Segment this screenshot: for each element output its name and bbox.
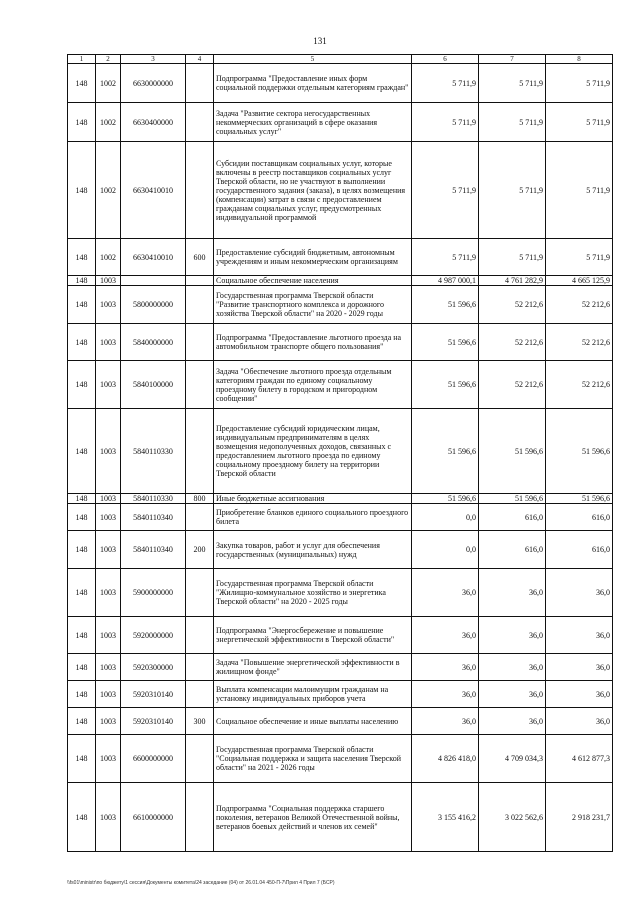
gr-code-cell: 148 [68,708,96,735]
section-code-cell: 1003 [96,654,121,681]
description-cell: Приобретение бланков единого социального проездного билета [214,504,412,531]
section-code-cell: 1003 [96,276,121,286]
description-cell: Государственная программа Тверской области "Жилищно-коммунальное хозяйство и энергетика Тверской области" на 2020 - 2025 годы [214,569,412,617]
target-article-code-cell: 5920310140 [121,708,186,735]
amount-2025-cell: 36,0 [479,654,546,681]
table-row [68,504,613,531]
section-code-cell: 1003 [96,409,121,494]
gr-code-cell: 148 [68,569,96,617]
expense-type-code-cell [186,361,214,409]
expense-type-code-cell [186,735,214,783]
description-cell: Социальное обеспечение и иные выплаты населению [214,708,412,735]
expense-type-code-cell [186,681,214,708]
amount-2025-cell: 52 212,6 [479,286,546,324]
gr-code-cell: 148 [68,735,96,783]
amount-2025-cell: 36,0 [479,569,546,617]
amount-2024-cell: 51 596,6 [412,409,479,494]
amount-2025-cell: 5 711,9 [479,239,546,276]
footer-file-path: \\fs01\ministr\по бюджету\1 сессия\Документы комитета\24 заседание (04) от 26.01.04 450-П-7\Прил 4 Прил 7 (БСР) [67,880,335,886]
page-number: 131 [313,36,327,46]
amount-2025-cell: 36,0 [479,617,546,654]
target-article-code-cell: 6630000000 [121,64,186,103]
amount-2024-cell: 51 596,6 [412,286,479,324]
amount-2024-cell: 36,0 [412,708,479,735]
expense-type-code-cell [186,64,214,103]
section-code-cell: 1002 [96,103,121,142]
amount-2026-cell: 52 212,6 [546,286,613,324]
expense-type-code-cell [186,142,214,239]
amount-2025-cell: 5 711,9 [479,142,546,239]
table-row [68,708,613,735]
amount-2024-cell: 36,0 [412,654,479,681]
description-cell: Закупка товаров, работ и услуг для обеспечения государственных (муниципальных) нужд [214,531,412,569]
gr-code-cell: 148 [68,494,96,504]
gr-code-cell: 148 [68,654,96,681]
amount-2025-cell: 5 711,9 [479,64,546,103]
description-cell: Задача "Повышение энергетической эффективности в жилищном фонде" [214,654,412,681]
target-article-code-cell [121,276,186,286]
gr-code-cell: 148 [68,361,96,409]
target-article-code-cell: 6630400000 [121,103,186,142]
expense-type-code-cell: 200 [186,531,214,569]
amount-2025-cell: 36,0 [479,681,546,708]
amount-2024-cell: 5 711,9 [412,142,479,239]
amount-2026-cell: 4 612 877,3 [546,735,613,783]
amount-2025-cell: 616,0 [479,504,546,531]
table-row [68,783,613,852]
column-number-header [68,55,613,64]
expense-type-code-cell: 800 [186,494,214,504]
description-cell: Социальное обеспечение населения [214,276,412,286]
target-article-code-cell: 5840000000 [121,324,186,361]
expense-type-code-cell [186,103,214,142]
gr-code-cell: 148 [68,531,96,569]
expense-type-code-cell [186,617,214,654]
target-article-code-cell: 6610000000 [121,783,186,852]
description-cell: Подпрограмма "Социальная поддержка старшего поколения, ветеранов Великой Отечественной войны, ветеранов боевых действий и членов их семей" [214,783,412,852]
table-row [68,64,613,103]
section-code-cell: 1003 [96,361,121,409]
amount-2024-cell: 36,0 [412,617,479,654]
amount-2024-cell: 4 987 000,1 [412,276,479,286]
target-article-code-cell: 5900000000 [121,569,186,617]
amount-2025-cell: 5 711,9 [479,103,546,142]
amount-2025-cell: 51 596,6 [479,409,546,494]
amount-2025-cell: 52 212,6 [479,324,546,361]
description-cell: Подпрограмма "Энергосбережение и повышение энергетической эффективности в Тверской области" [214,617,412,654]
amount-2024-cell: 4 826 418,0 [412,735,479,783]
amount-2026-cell: 36,0 [546,569,613,617]
gr-code-cell: 148 [68,409,96,494]
target-article-code-cell: 5840110340 [121,504,186,531]
gr-code-cell: 148 [68,286,96,324]
amount-2025-cell: 52 212,6 [479,361,546,409]
target-article-code-cell: 6630410010 [121,142,186,239]
description-cell: Задача "Развитие сектора негосударственных некоммерческих организаций в сфере оказания социальных услуг" [214,103,412,142]
amount-2026-cell: 4 665 125,9 [546,276,613,286]
description-cell: Субсидии поставщикам социальных услуг, которые включены в реестр поставщиков социальных услуг Тверской области, но не участвуют в выполнении государственного задания (заказа), в целях возмещения (компенсации) затрат в связи с предоставлением гражданам социальных услуг, предусмотренных индивидуальной программой [214,142,412,239]
description-cell: Государственная программа Тверской области "Развитие транспортного комплекса и дорожного хозяйства Тверской области" на 2020 - 2029 годы [214,286,412,324]
gr-code-cell: 148 [68,64,96,103]
amount-2026-cell: 51 596,6 [546,494,613,504]
amount-2026-cell: 5 711,9 [546,103,613,142]
gr-code-cell: 148 [68,276,96,286]
section-code-cell: 1002 [96,64,121,103]
section-code-cell: 1003 [96,494,121,504]
target-article-code-cell: 5840110340 [121,531,186,569]
target-article-code-cell: 5840100000 [121,361,186,409]
expense-type-code-cell [186,783,214,852]
amount-2026-cell: 52 212,6 [546,324,613,361]
section-code-cell: 1003 [96,286,121,324]
description-cell: Предоставление субсидий юридическим лицам, индивидуальным предпринимателям в целях возмещения недополученных доходов, связанных с предоставлением льготного проезда по единому социальному проездному билету на территории Тверской области [214,409,412,494]
section-code-cell: 1003 [96,531,121,569]
description-cell: Подпрограмма "Предоставление иных форм социальной поддержки отдельным категориям граждан" [214,64,412,103]
expense-type-code-cell [186,504,214,531]
table-row [68,286,613,324]
header-cell: 4 [186,55,214,64]
expense-type-code-cell [186,276,214,286]
header-cell: 6 [412,55,479,64]
target-article-code-cell: 5800000000 [121,286,186,324]
amount-2026-cell: 36,0 [546,617,613,654]
amount-2024-cell: 5 711,9 [412,64,479,103]
section-code-cell: 1003 [96,735,121,783]
amount-2026-cell: 2 918 231,7 [546,783,613,852]
section-code-cell: 1002 [96,142,121,239]
table-row [68,735,613,783]
header-cell: 2 [96,55,121,64]
amount-2025-cell: 4 709 034,3 [479,735,546,783]
gr-code-cell: 148 [68,103,96,142]
table-row [68,142,613,239]
target-article-code-cell: 5840110330 [121,409,186,494]
table-row [68,239,613,276]
header-cell: 8 [546,55,613,64]
amount-2026-cell: 36,0 [546,708,613,735]
table-row [68,681,613,708]
expense-type-code-cell [186,324,214,361]
target-article-code-cell: 5920300000 [121,654,186,681]
amount-2024-cell: 0,0 [412,531,479,569]
target-article-code-cell: 5920000000 [121,617,186,654]
amount-2024-cell: 51 596,6 [412,361,479,409]
gr-code-cell: 148 [68,324,96,361]
section-code-cell: 1003 [96,708,121,735]
amount-2024-cell: 5 711,9 [412,239,479,276]
section-code-cell: 1003 [96,569,121,617]
expense-type-code-cell [186,409,214,494]
target-article-code-cell: 5920310140 [121,681,186,708]
amount-2026-cell: 5 711,9 [546,142,613,239]
description-cell: Государственная программа Тверской области "Социальная поддержка и защита населения Тверской области" на 2021 - 2026 годы [214,735,412,783]
amount-2026-cell: 52 212,6 [546,361,613,409]
header-cell: 5 [214,55,412,64]
amount-2026-cell: 36,0 [546,681,613,708]
table-row [68,569,613,617]
table-row [68,617,613,654]
amount-2026-cell: 51 596,6 [546,409,613,494]
amount-2025-cell: 4 761 282,9 [479,276,546,286]
expense-type-code-cell: 600 [186,239,214,276]
section-code-cell: 1003 [96,617,121,654]
table-row [68,531,613,569]
amount-2026-cell: 616,0 [546,504,613,531]
amount-2026-cell: 5 711,9 [546,64,613,103]
section-code-cell: 1002 [96,239,121,276]
section-code-cell: 1003 [96,783,121,852]
header-cell: 1 [68,55,96,64]
table-row [68,494,613,504]
gr-code-cell: 148 [68,681,96,708]
section-code-cell: 1003 [96,324,121,361]
amount-2025-cell: 616,0 [479,531,546,569]
target-article-code-cell: 6600000000 [121,735,186,783]
amount-2024-cell: 3 155 416,2 [412,783,479,852]
expense-type-code-cell: 300 [186,708,214,735]
description-cell: Иные бюджетные ассигнования [214,494,412,504]
gr-code-cell: 148 [68,504,96,531]
amount-2024-cell: 51 596,6 [412,494,479,504]
table-row [68,409,613,494]
expense-type-code-cell [186,286,214,324]
amount-2025-cell: 3 022 562,6 [479,783,546,852]
table-row [68,103,613,142]
section-code-cell: 1003 [96,504,121,531]
amount-2025-cell: 36,0 [479,708,546,735]
description-cell: Подпрограмма "Предоставление льготного проезда на автомобильном транспорте общего пользования" [214,324,412,361]
expense-type-code-cell [186,569,214,617]
gr-code-cell: 148 [68,239,96,276]
amount-2026-cell: 616,0 [546,531,613,569]
target-article-code-cell: 6630410010 [121,239,186,276]
gr-code-cell: 148 [68,142,96,239]
description-cell: Выплата компенсации малоимущим гражданам на установку индивидуальных приборов учета [214,681,412,708]
table-row [68,324,613,361]
amount-2024-cell: 51 596,6 [412,324,479,361]
table-row [68,361,613,409]
gr-code-cell: 148 [68,783,96,852]
section-code-cell: 1003 [96,681,121,708]
amount-2024-cell: 36,0 [412,681,479,708]
expense-type-code-cell [186,654,214,681]
amount-2024-cell: 36,0 [412,569,479,617]
amount-2024-cell: 0,0 [412,504,479,531]
table-row [68,654,613,681]
header-cell: 3 [121,55,186,64]
header-cell: 7 [479,55,546,64]
amount-2025-cell: 51 596,6 [479,494,546,504]
amount-2024-cell: 5 711,9 [412,103,479,142]
budget-table [67,54,613,852]
gr-code-cell: 148 [68,617,96,654]
description-cell: Предоставление субсидий бюджетным, автономным учреждениям и иным некоммерческим организациям [214,239,412,276]
target-article-code-cell: 5840110330 [121,494,186,504]
description-cell: Задача "Обеспечение льготного проезда отдельным категориям граждан по единому социальному проездному билету в городском и пригородном сообщении" [214,361,412,409]
amount-2026-cell: 36,0 [546,654,613,681]
amount-2026-cell: 5 711,9 [546,239,613,276]
table-row [68,276,613,286]
